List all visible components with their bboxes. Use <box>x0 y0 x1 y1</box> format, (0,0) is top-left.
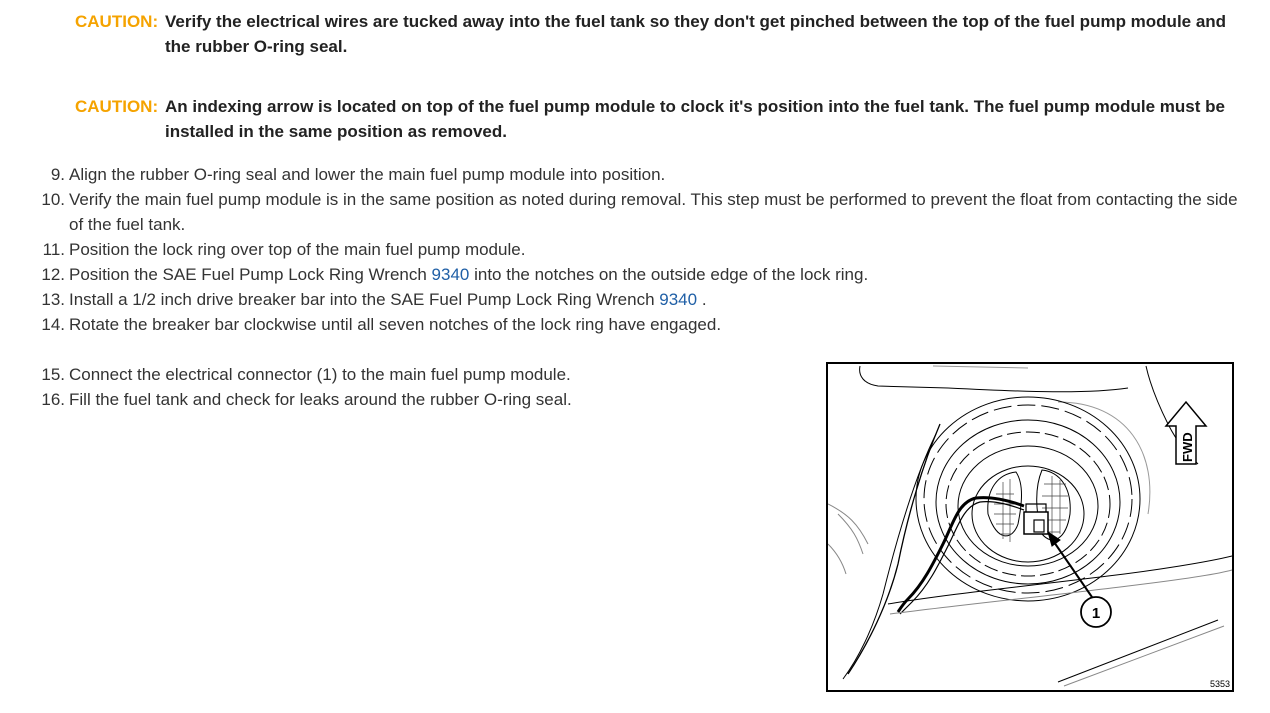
step-number: 16. <box>41 390 65 409</box>
step-16 <box>0 387 760 412</box>
step-text-pre: Install a 1/2 inch drive breaker bar into the SAE Fuel Pump Lock Ring Wrench <box>69 290 660 309</box>
fwd-label: FWD <box>1180 432 1195 462</box>
step-text-post: . <box>697 290 707 309</box>
tool-link-9340[interactable]: 9340 <box>659 290 698 309</box>
step-number: 9. <box>50 165 65 184</box>
caution-1 <box>75 9 1245 59</box>
step-9 <box>0 162 1240 187</box>
step-number: 15. <box>41 365 65 384</box>
step-text-pre: Position the SAE Fuel Pump Lock Ring Wrench <box>69 265 432 284</box>
step-text-post: into the notches on the outside edge of the lock ring. <box>469 265 869 284</box>
step-text: Position the lock ring over top of the main fuel pump module. <box>69 240 526 259</box>
step-text: Rotate the breaker bar clockwise until all seven notches of the lock ring have engaged. <box>69 315 722 334</box>
step-10 <box>0 187 1240 237</box>
tool-link-9340[interactable]: 9340 <box>431 265 470 284</box>
step-14 <box>0 312 1240 337</box>
step-number: 11. <box>42 240 65 259</box>
figure-id: 5353 <box>1209 679 1230 689</box>
procedure-steps <box>0 162 1240 337</box>
caution-text: An indexing arrow is located on top of the fuel pump module to clock it's position into the fuel tank. The fuel pump module must be installed in the same position as removed. <box>165 97 1225 141</box>
caution-label: CAUTION: <box>75 12 159 31</box>
step-number: 10. <box>41 190 65 209</box>
step-number: 13. <box>41 290 65 309</box>
step-13 <box>0 287 1240 312</box>
caution-text: Verify the electrical wires are tucked away into the fuel tank so they don't get pinched between the top of the fuel pump module and the rubber O-ring seal. <box>165 12 1227 56</box>
step-number: 12. <box>41 265 65 284</box>
step-12 <box>0 262 1240 287</box>
caution-2 <box>75 94 1245 144</box>
fuel-pump-illustration[interactable] <box>826 362 1234 692</box>
callout-label: 1 <box>1091 605 1101 622</box>
step-number: 14. <box>41 315 65 334</box>
step-text: Fill the fuel tank and check for leaks around the rubber O-ring seal. <box>69 390 572 409</box>
caution-label: CAUTION: <box>75 97 159 116</box>
step-15 <box>0 362 760 387</box>
fuel-pump-drawing <box>828 364 1232 690</box>
step-11 <box>0 237 1240 262</box>
step-text: Verify the main fuel pump module is in the same position as noted during removal. This step must be performed to prevent the float from contacting the side of the fuel tank. <box>69 190 1238 234</box>
step-text: Connect the electrical connector (1) to the main fuel pump module. <box>69 365 571 384</box>
procedure-steps-continued <box>0 362 760 412</box>
step-text: Align the rubber O-ring seal and lower the main fuel pump module into position. <box>69 165 666 184</box>
